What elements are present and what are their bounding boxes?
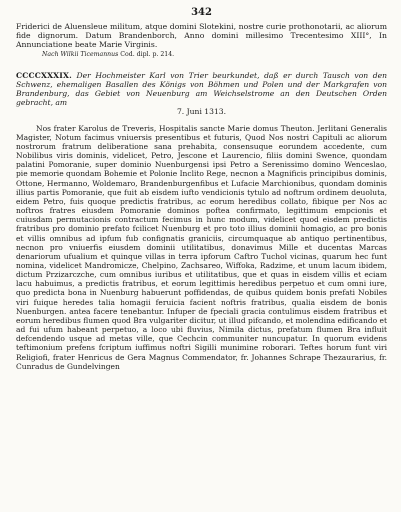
document-heading: [16, 71, 387, 117]
document-number: CCCCXXXIX.: [16, 70, 72, 80]
source-ref: Cod. dipl. p. 214.: [120, 50, 175, 58]
preceding-document-end: [16, 22, 387, 50]
top-paragraph: Friderici de Aluensleue militum, atque domini Slotekini, nostre curie prothonotarii, ac aliorum fide dignorum. Datum Brandenborch, Anno domini millesimo Trecentesimo XIII°, In Annunciatione beate Marie Virginis.: [16, 22, 387, 50]
source-name: Nach Wilkii Ticemannus: [42, 50, 119, 58]
document-text: Nos frater Karolus de Treveris, Hospitalis sancte Marie domus Theuton. Jerlitani Generalis Magister, Notum facimus vniuersis presentibus et futuris, Quod Nos nostri Capituli ac aliorum nostrorum fratrum deliberatione sana prehabita, consensuque eorundem accedente, cum Nobilibus viris dominis, videlicet, Petro, Jescone et Laurencio, filiis domini Swence, quondam palatini Pomoranie, super dominio Nuenburgensi ipsi Petro a Serenissimo domino Wenceslao, pie memorie quondam Bohemie et Polonie Inclito Rege, necnon a Magnificis principibus dominis, Ottone, Hermanno, Woldemaro, Brandenburgenfibus et Lufacie Marchionibus, quondam dominis illius partis Pomoranie, que fuit ab eisdem iufto vendicionis tytulo ad noftrum ordinem deuoluta, eidem Petro, fuis quoque predictis fratribus, ac eorum heredibus collato, fibique per Nos ac noftros fratres eiusdem Pomoranie dominos poftea confirmato, legittimum empcionis et cuiusdam permutacionis contractum fecimus in hunc modum, videlicet quod eisdem predictis fratribus pro dominio prefato fcilicet Nuenburg et pro toto illius dominii homagio, ac pro bonis et villis omnibus ad ipfum fub confignatis graniciis, circumquaque ab antiquo pertinentibus, necnon pro vniuerfis eiusdem dominii utilitatibus, donavimus Mille et ducentas Marcas denariorum ufualium et quinque villas in terra ipforum Caftro Tuchol vicinas, quarum hec funt nomina, videlicet Mandromicze, Chelpino, Zachsareo, Wiffoka, Radzime, et unum lacum ibidem, dictum Przizarczche, cum omnibus iuribus et utilitatibus, que et quas in eisdem villis et eciam lacu habuimus, a predictis fratribus, et eorum legittimis heredibus perpetuo et cum omni iure, quo predicta bona in Nuenburg habuerunt poffidendas, de quibus quidem bonis prefati Nobiles viri fuique heredes talia homagii feruicia facient noftris fratribus, qualia eisdem de bonis Nuenburgen. antea facere tenebantur. Infuper de fpeciali gracia contulimus eisdem fratribus et eorum heredibus flumen quod Bra vulgariter dicitur, ut illud pifcando, et molendina edificando et ad fui ufum habeant perpetuo, a loco ubi fluvius, Nimila dictus, prefatum flumen Bra influit defcendendo usque ad metas ville, que Cechcin communiter nuncupatur. In quorum evidens teftimonium prefens fcriptum iuffimus noftri Sigilli munimine roborari. Teftes horum funt viri Religiofi, frater Henricus de Gera Magnus Commendator, fr. Johannes Schrape Thezaurarius, fr. Cunradus de Gundelvingen: [16, 123, 387, 371]
document-date: 7. Juni 1313.: [176, 107, 227, 117]
document-summary: Der Hochmeister Karl von Trier beurkundet, daß er durch Tausch von den Schwenz, ehemaligen Basallen des Königs von Böhmen und Polen und der Markgrafen von Brandenburg, das Gebiet von Neuenburg am Weichselstrome an den Deutschen Orden gebracht, am: [16, 70, 387, 108]
source-citation: [42, 51, 387, 59]
page-number: 342: [191, 7, 212, 18]
